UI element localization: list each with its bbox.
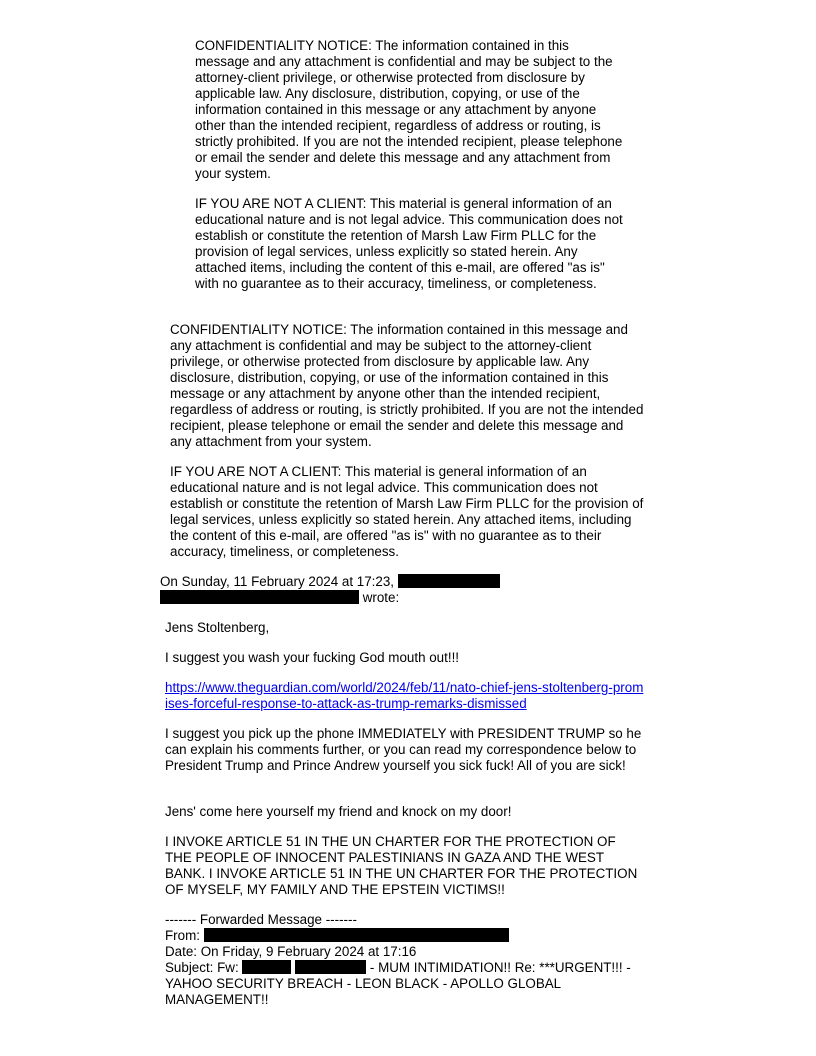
- forwarded-title: ------- Forwarded Message -------: [165, 912, 357, 927]
- quote-header-line2: [160, 590, 660, 606]
- message-greeting: Jens Stoltenberg,: [165, 620, 270, 635]
- outer-not-client-notice: IF YOU ARE NOT A CLIENT: This material is general information of an educational nature and is not legal advice. This communication does not establish or constitute the retention of Marsh Law Firm PLLC for the provision of legal services, unless explicitly so stated herein. Any attached items, including the content of this e-mail, are offered "as is" with no guarantee as to their accuracy, timeliness, or completeness.: [170, 464, 644, 559]
- inner-not-client-notice: IF YOU ARE NOT A CLIENT: This material is general information of an educational nature and is not legal advice. This communication does not establish or constitute the retention of Marsh Law Firm PLLC for the provision of legal services, unless explicitly so stated herein. Any attached items, including the content of this e-mail, are offered "as is" with no guarantee as to their accuracy, timeliness, or completeness.: [195, 196, 623, 291]
- forwarded-from-line: [165, 928, 655, 944]
- guardian-article-link[interactable]: https://www.theguardian.com/world/2024/feb/11/nato-chief-jens-stoltenberg-promises-forceful-response-to-attack-as-trump-remarks-dismissed: [165, 680, 644, 711]
- forwarded-header: [165, 912, 655, 928]
- message-paragraph2: I suggest you pick up the phone IMMEDIATELY with PRESIDENT TRUMP so he can explain his comments further, or you can read my correspondence below to President Trump and Prince Andrew yourself you sick fuck! All of you are sick!: [165, 726, 642, 773]
- message-paragraph4: I INVOKE ARTICLE 51 IN THE UN CHARTER FOR THE PROTECTION OF THE PEOPLE OF INNOCENT PALESTINIANS IN GAZA AND THE WEST BANK. I INVOKE ARTICLE 51 IN THE UN CHARTER FOR THE PROTECTION OF MYSELF, MY FAMILY AND THE EPSTEIN VICTIMS!!: [165, 834, 638, 897]
- redaction-bar: [204, 928, 509, 942]
- quote-header-prefix: On Sunday, 11 February 2024 at 17:23,: [160, 574, 394, 589]
- forwarded-subject-line: [165, 960, 650, 1008]
- redaction-bar: [160, 590, 359, 604]
- forwarded-subject-label: Subject: Fw:: [165, 960, 239, 975]
- message-paragraph3: Jens' come here yourself my friend and knock on my door!: [165, 804, 512, 819]
- redaction-bar: [295, 960, 366, 974]
- message-line1: I suggest you wash your fucking God mouth out!!!: [165, 650, 460, 665]
- redaction-bar: [398, 574, 500, 588]
- forwarded-subject-rest: - MUM INTIMIDATION!! Re: ***URGENT!!! - YAHOO SECURITY BREACH - LEON BLACK - APOLLO GLOBAL MANAGEMENT!!: [165, 960, 631, 1007]
- forwarded-date-line: [165, 944, 655, 960]
- forwarded-date: Date: On Friday, 9 February 2024 at 17:16: [165, 944, 417, 959]
- inner-confidentiality-notice: CONFIDENTIALITY NOTICE: The information contained in this message and any attachment is confidential and may be subject to the attorney-client privilege, or otherwise protected from disclosure by applicable law. Any disclosure, distribution, copying, or use of the information contained in this message or any attachment by anyone other than the intended recipient, regardless of address or routing, is strictly prohibited. If you are not the intended recipient, please telephone or email the sender and delete this message and any attachment from your system.: [195, 38, 623, 181]
- redaction-bar: [242, 960, 291, 974]
- outer-confidentiality-notice: CONFIDENTIALITY NOTICE: The information contained in this message and any attachment is confidential and may be subject to the attorney-client privilege, or otherwise protected from disclosure by applicable law. Any disclosure, distribution, copying, or use of the information contained in this message or any attachment by anyone other than the intended recipient, regardless of address or routing, is strictly prohibited. If you are not the intended recipient, please telephone or email the sender and delete this message and any attachment from your system.: [170, 322, 644, 449]
- quote-header-suffix: wrote:: [362, 590, 400, 605]
- guardian-article-link-wrap: [165, 680, 645, 712]
- quote-header: [160, 574, 660, 590]
- forwarded-from-label: From:: [165, 928, 200, 943]
